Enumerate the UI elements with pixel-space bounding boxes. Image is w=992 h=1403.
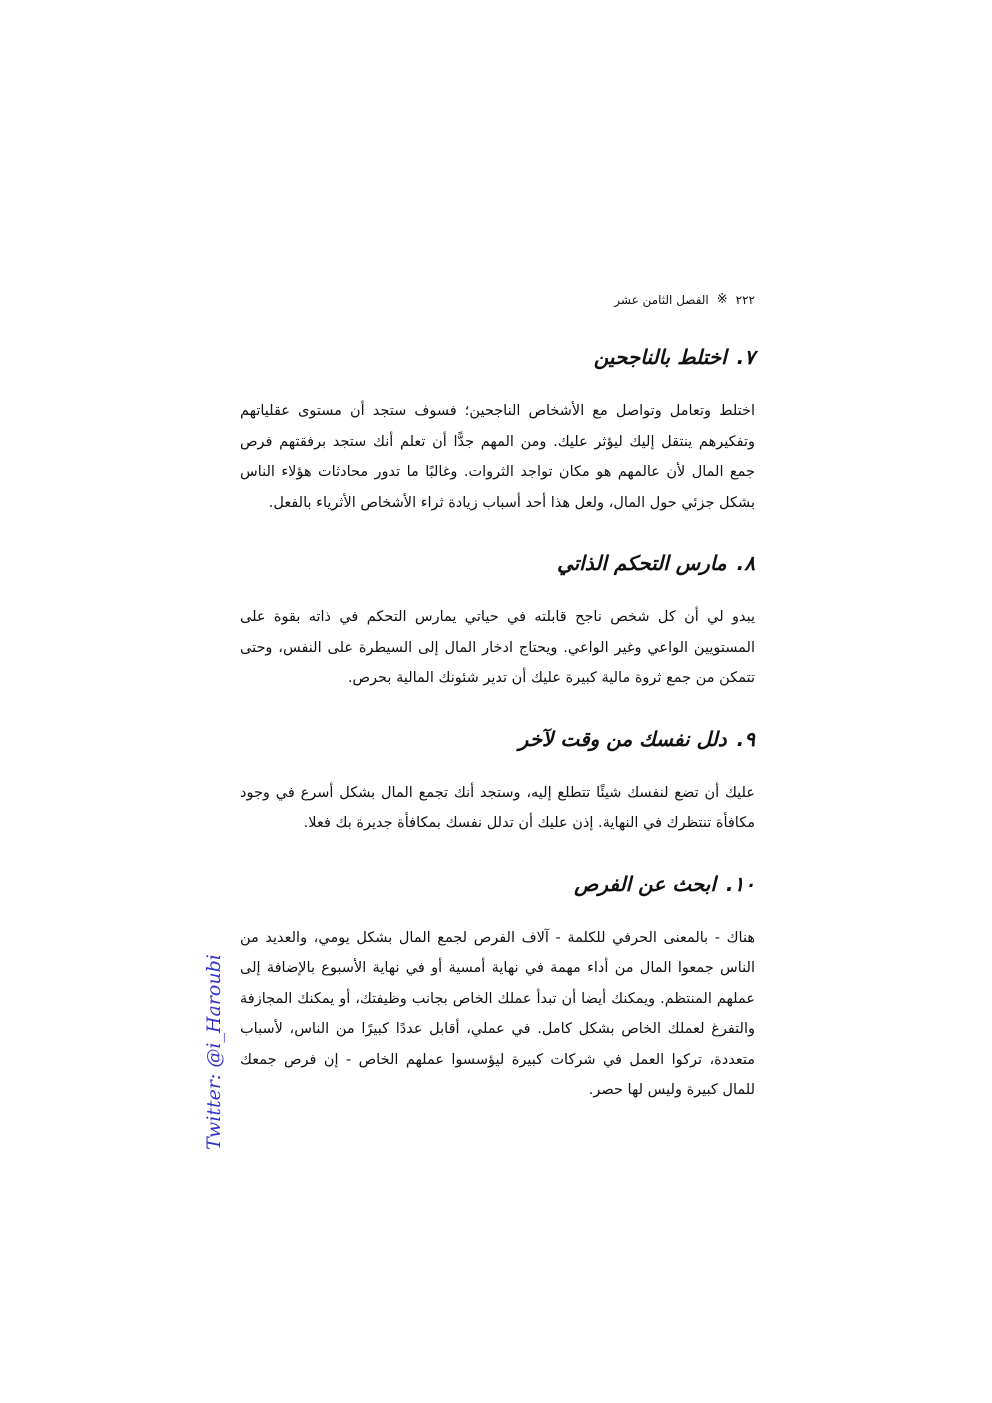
- section-7: [240, 342, 755, 518]
- section-title-text: دلل نفسك من وقت لآخر: [518, 726, 727, 751]
- section-number: ٨.: [736, 551, 755, 575]
- page-number: ٢٢٢: [735, 293, 755, 307]
- section-number: ٩.: [736, 726, 755, 751]
- section-title-text: ابحث عن الفرص: [574, 871, 716, 896]
- chapter-title: الفصل الثامن عشر: [614, 293, 709, 307]
- section-heading: [240, 548, 755, 578]
- section-title-text: اختلط بالناجحين: [593, 345, 727, 369]
- section-heading: [240, 869, 755, 899]
- section-title-text: مارس التحكم الذاتي: [556, 551, 727, 575]
- section-paragraph: يبدو لي أن كل شخص ناجح قابلته في حياتي يمارس التحكم في ذاته بقوة على المستويين الواعي وغير الواعي. ويحتاج ادخار المال إلى السيطرة على النفس، وحتى تتمكن من جمع ثروة مالية كبيرة عليك أن تدير شئونك المالية بحرص.: [240, 609, 755, 686]
- section-10: [240, 869, 755, 1106]
- section-heading: [240, 342, 755, 372]
- section-heading: [240, 724, 755, 754]
- section-paragraph: اختلط وتعامل وتواصل مع الأشخاص الناجحين؛ فسوف ستجد أن مستوى عقلياتهم وتفكيرهم ينتقل إليك ليؤثر عليك. ومن المهم جدًّا أن تعلم أنك ستجد برفقتهم فرص جمع المال لأن عالمهم هو مكان تواجد الثروات. وغالبًا ما تدور محادثات هؤلاء الناس بشكل جزئي حول المال، ولعل هذا أحد أسباب زيادة ثراء الأشخاص الأثرياء بالفعل.: [240, 403, 755, 511]
- section-paragraph: عليك أن تضع لنفسك شيئًا تتطلع إليه، وستجد أنك تجمع المال بشكل أسرع في وجود مكافأة تنتظرك في النهاية. إذن عليك أن تدلل نفسك بمكافأة جديرة بك فعلا.: [240, 784, 755, 831]
- section-number: ٧.: [736, 345, 755, 369]
- section-8: [240, 548, 755, 694]
- running-head: [240, 288, 755, 312]
- section-number: ١٠.: [725, 871, 755, 896]
- section-9: [240, 724, 755, 839]
- book-page: [240, 288, 755, 1106]
- ornament-icon: ※: [716, 292, 728, 307]
- section-paragraph: هناك - بالمعنى الحرفي للكلمة - آلاف الفرص لجمع المال بشكل يومي، والعديد من الناس جمعوا المال من أداء مهمة في نهاية أمسية أو في نهاية الأسبوع بالإضافة إلى عملهم المنتظم. ويمكنك أيضا أن تبدأ عملك الخاص بجانب وظيفتك، أو يمكنك المجازفة والتفرغ لعملك الخاص بشكل كامل. في عملي، أقابل عددًا كبيرًا من الناس، لأسباب متعددة، تركوا العمل في شركات كبيرة ليؤسسوا عملهم الخاص - إن فرص جمعك للمال كبيرة وليس لها حصر.: [240, 929, 755, 1098]
- twitter-watermark: Twitter: @i_Haroubi: [203, 954, 225, 1150]
